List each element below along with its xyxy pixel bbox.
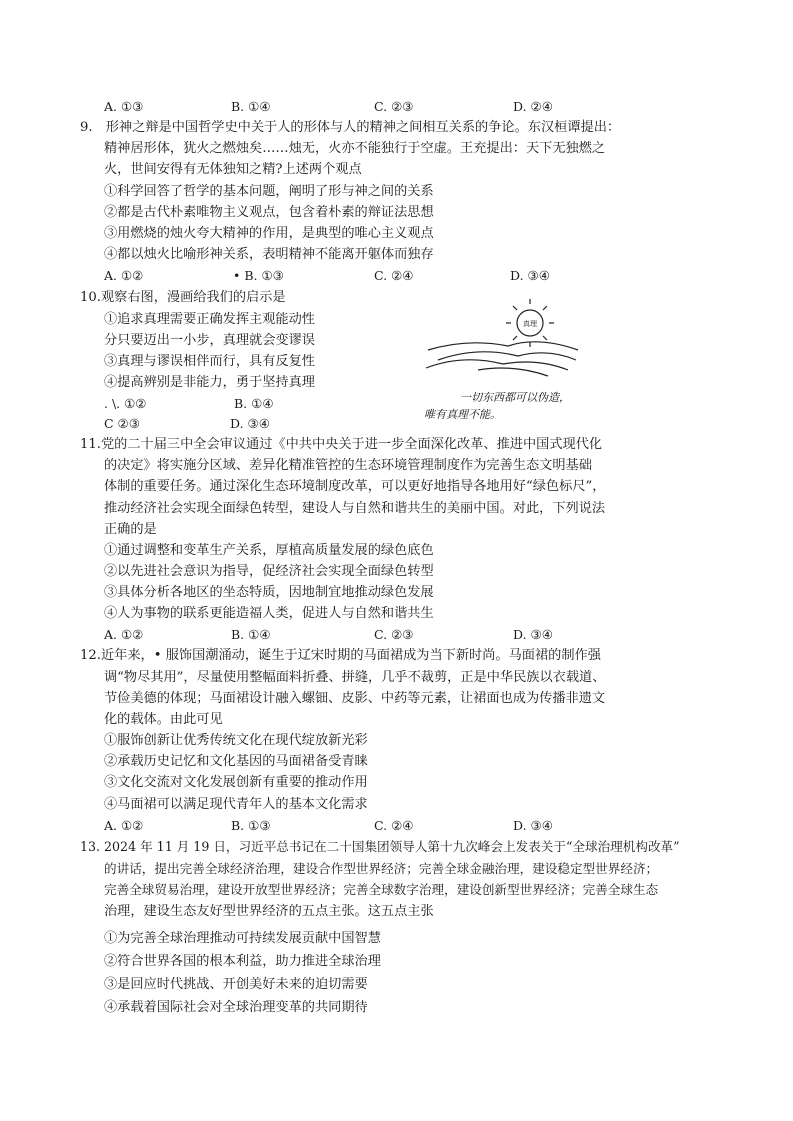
q10-option-d[interactable]: D. ③④ [230, 416, 270, 431]
q12-statement-3: ③文化交流对文化发展创新有重要的推动作用 [104, 775, 368, 790]
q8-option-a[interactable]: A. ①③ [104, 99, 144, 114]
q10-statement-2: 分只要迈出一小步，真理就会变谬误 [104, 333, 315, 348]
q8-option-c[interactable]: C. ②③ [374, 99, 414, 114]
q10-option-c[interactable]: C ②③ [104, 416, 140, 431]
q10-stem: 10.观察右图，漫画给我们的启示是 [80, 290, 286, 305]
q13-statement-3: ③是回应时代挑战、开创美好未来的迫切需要 [104, 977, 368, 992]
q11-stem-line-4: 推动经济社会实现全面绿色转型，建设人与自然和谐共生的美丽中国。对此，下列说法 [104, 501, 606, 516]
q10-statement-3: ③真理与谬误相伴而行，具有反复性 [104, 354, 315, 369]
q12-statement-2: ②承载历史记忆和文化基因的马面裙备受青睐 [104, 754, 368, 769]
q12-option-a[interactable]: A. ①② [104, 818, 144, 833]
q11-statement-4: ④人为事物的联系更能造福人类，促进人与自然和谐共生 [104, 606, 434, 621]
q13-stem-line-3: 完善全球贸易治理，建设开放型世界经济；完善全球数字治理，建设创新型世界经济；完善全球生态 [104, 882, 659, 897]
q13-stem-line-2: 的讲话，提出完善全球经济治理，建设合作型世界经济；完善全球金融治理，建设稳定型世界经济； [104, 861, 659, 876]
q12-stem-line-4: 化的载体。由此可见 [104, 712, 223, 727]
q13-statement-1: ①为完善全球治理推动可持续发展贡献中国智慧 [104, 931, 381, 946]
q12-option-c[interactable]: C. ②④ [374, 818, 414, 833]
cartoon-caption-line-1: 一切东西都可以伪造， [460, 391, 570, 404]
q11-option-c[interactable]: C. ②③ [374, 627, 414, 642]
q11-option-b[interactable]: B. ①④ [231, 627, 271, 642]
q13-stem-line-1: 13. 2024 年 11 月 19 日，习近平总书记在二十国集团领导人第十九次峰会上发表关于“全球治理机构改革” [80, 839, 680, 854]
q11-stem-line-1: 11.党的二十届三中全会审议通过《中共中央关于进一步全面深化改革、推进中国式现代化 [80, 437, 603, 452]
q13-statement-2: ②符合世界各国的根本利益，助力推进全球治理 [104, 954, 381, 969]
q11-stem-line-2: 的决定》将实施分区域、差异化精准管控的生态环境管理制度作为完善生态文明基础 [104, 458, 592, 473]
q9-option-d[interactable]: D. ③④ [510, 268, 550, 283]
q11-stem-line-5: 正确的是 [104, 522, 157, 537]
q9-statement-3: ③用燃烧的烛火夸大精神的作用，是典型的唯心主义观点 [104, 226, 434, 241]
q10-statement-1: ①追求真理需要正确发挥主观能动性 [104, 312, 315, 327]
sun-label: 真理 [523, 320, 537, 328]
q11-option-a[interactable]: A. ①② [104, 627, 144, 642]
q10-cartoon [418, 298, 584, 428]
q13-stem-line-4: 治理，建设生态友好型世界经济的五点主张。这五点主张 [104, 904, 434, 919]
q8-option-b[interactable]: B. ①④ [231, 99, 271, 114]
q11-stem-line-3: 体制的重要任务。通过深化生态环境制度改革，可以更好地指导各地用好“绿色标尺”， [104, 479, 606, 494]
q10-statement-4: ④提高辨别是非能力，勇于坚持真理 [104, 375, 315, 390]
q12-option-d[interactable]: D. ③④ [513, 818, 553, 833]
q9-option-a[interactable]: A. ①② [104, 268, 144, 283]
q12-option-b[interactable]: B. ①③ [231, 818, 271, 833]
q9-stem-line-1: 9. 形神之辩是中国哲学史中关于人的形体与人的精神之间相互关系的争论。东汉桓谭提出： [80, 120, 621, 135]
q9-statement-1: ①科学回答了哲学的基本问题，阐明了形与神之间的关系 [104, 184, 434, 199]
q10-option-a[interactable]: . \. ①② [104, 396, 147, 411]
q12-stem-line-1: 12.近年来，• 服饰国潮涌动，诞生于辽宋时期的马面裙成为当下新时尚。马面裙的制作强 [80, 648, 601, 663]
q11-option-d[interactable]: D. ③④ [513, 627, 553, 642]
q12-stem-line-2: 调“物尽其用”，尽量使用整幅面料折叠、拼缝，几乎不裁剪，正是中华民族以衣载道、 [104, 670, 606, 685]
cartoon-caption-line-2: 唯有真理不能。 [424, 408, 501, 421]
hills-drawing [426, 342, 578, 376]
q9-statement-4: ④都以烛火比喻形神关系，表明精神不能离开躯体而独存 [104, 247, 434, 262]
q9-option-b[interactable]: • B. ①③ [233, 268, 284, 283]
q12-statement-4: ④马面裙可以满足现代青年人的基本文化需求 [104, 797, 368, 812]
q11-statement-3: ③具体分析各地区的坐态特质，因地制宜地推动绿色发展 [104, 585, 434, 600]
q10-option-b[interactable]: B. ①④ [234, 396, 274, 411]
q9-statement-2: ②都是古代朴素唯物主义观点，包含着朴素的辩证法思想 [104, 205, 434, 220]
q11-statement-2: ②以先进社会意识为指导，促经济社会实现全面绿色转型 [104, 564, 434, 579]
q9-stem-line-2: 精神居形体，犹火之燃烛矣……烛无，火亦不能独行于空虚。王充提出：天下无独燃之 [104, 141, 606, 156]
q9-stem-line-3: 火，世间安得有无体独知之精?上述两个观点 [104, 162, 362, 177]
q12-stem-line-3: 节俭美德的体现；马面裙设计融入螺钿、皮影、中药等元素，让裙面也成为传播非遗文 [104, 691, 606, 706]
q13-statement-4: ④承载着国际社会对全球治理变革的共同期待 [104, 1000, 368, 1015]
q8-option-d[interactable]: D. ②④ [513, 99, 553, 114]
q9-option-c[interactable]: C. ②④ [374, 268, 414, 283]
q12-statement-1: ①服饰创新让优秀传统文化在现代绽放新光彩 [104, 733, 368, 748]
q11-statement-1: ①通过调整和变革生产关系，厚植高质量发展的绿色底色 [104, 543, 434, 558]
